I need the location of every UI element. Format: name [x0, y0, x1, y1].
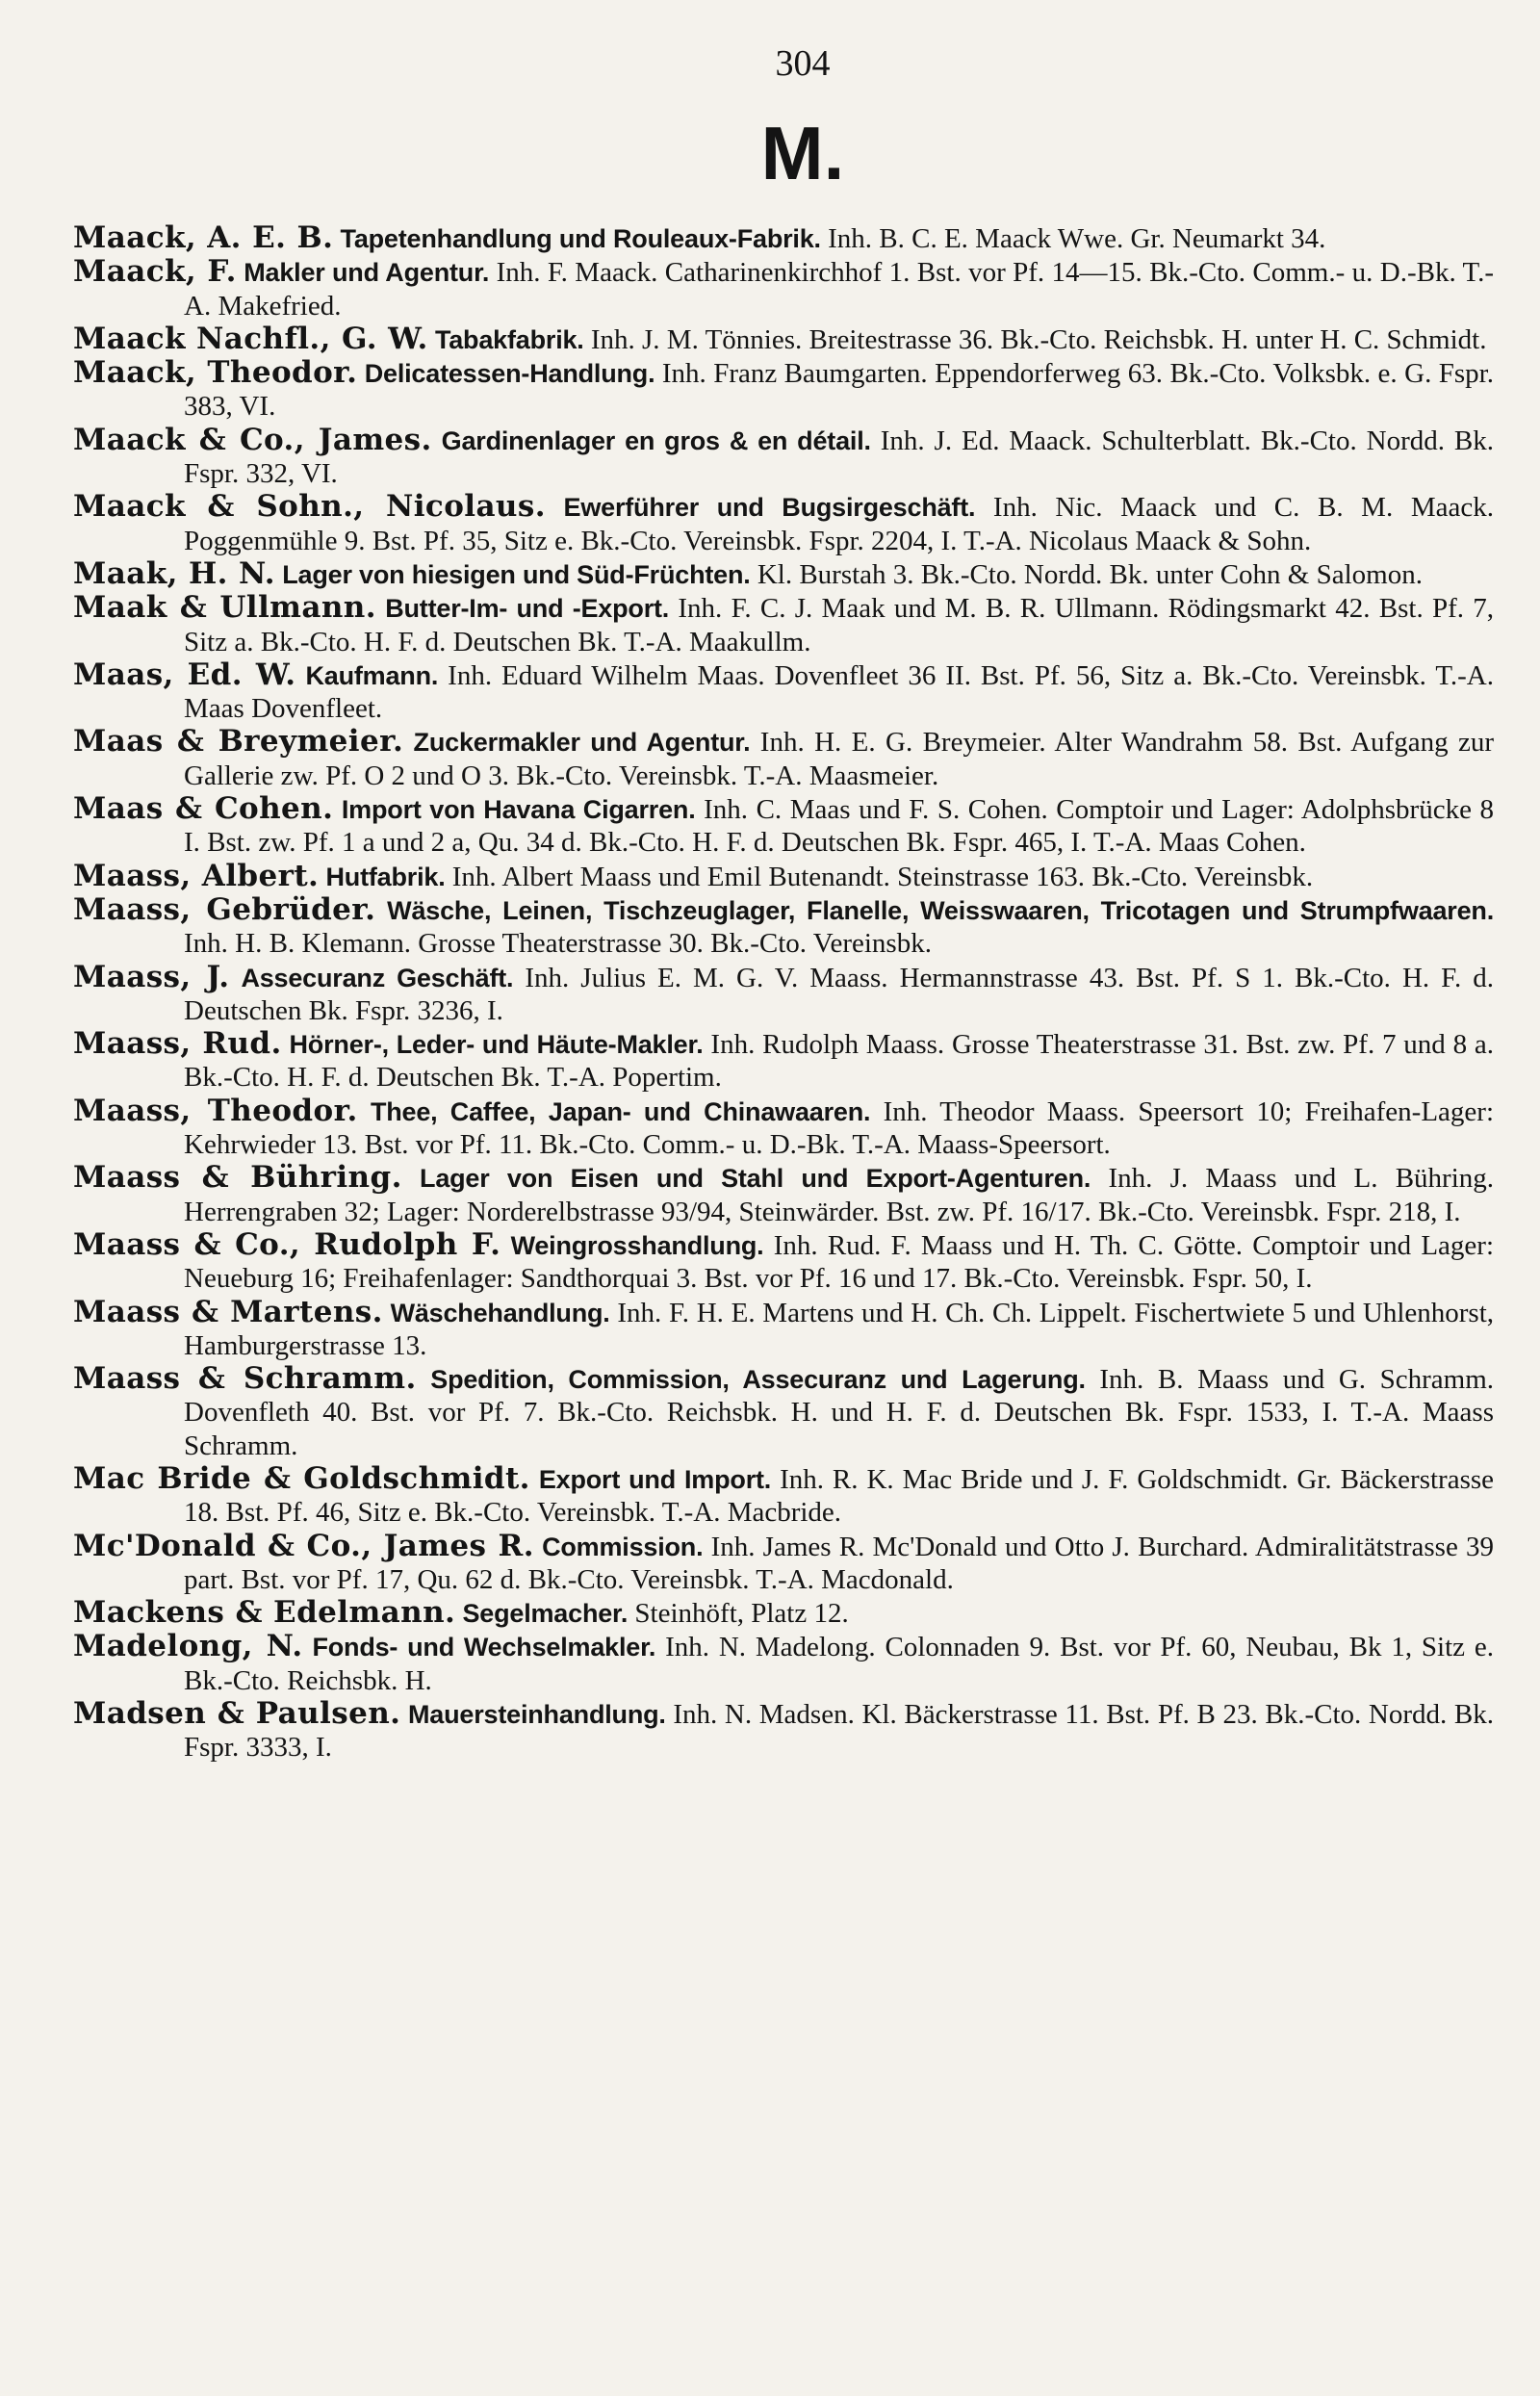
entry-name: Mc'Donald & Co., James R. — [73, 1528, 534, 1563]
entry-name: Maack & Sohn., Nicolaus. — [73, 489, 546, 525]
directory-entry — [73, 1095, 1494, 1162]
entry-details: Inh. Nic. Maack und C. B. M. Maack. Poggenmühle 9. Bst. Pf. 35, Sitz e. Bk.-Cto. Vereinsbk. Fspr. 2204, I. T.-A. Nicolaus Maack & Sohn. — [184, 492, 1494, 556]
directory-entry — [73, 1228, 1494, 1296]
entry-name: Madsen & Paulsen. — [73, 1696, 401, 1732]
entry-name: Maass, J. — [73, 959, 230, 994]
entry-name: Mackens & Edelmann. — [73, 1595, 456, 1631]
entry-name: Maack & Co., James. — [73, 422, 432, 457]
entry-name: Maass & Bühring. — [73, 1160, 402, 1196]
entry-details: Inh. Rud. F. Maass und H. Th. C. Götte. Comptoir und Lager: Neueburg 16; Freihafenlager: Sandthorquai 3. Bst. vor Pf. 16 und 17. Bk.-Cto. Vereinsbk. Fspr. 50, I. — [184, 1229, 1495, 1295]
entry-business: Wäschehandlung. — [390, 1298, 610, 1327]
entry-business: Hutfabrik. — [325, 862, 446, 891]
entry-name: Madelong, N. — [73, 1629, 303, 1664]
entry-business: Gardinenlager en gros & en détail. — [441, 425, 871, 455]
entry-business: Makler und Agentur. — [244, 258, 490, 288]
entry-details: Inh. B. C. E. Maack Wwe. Gr. Neumarkt 34. — [828, 223, 1326, 254]
entry-details: Inh. B. Maass und G. Schramm. Dovenfleth 40. Bst. vor Pf. 7. Bk.-Cto. Reichsbk. H. und H. F. d. Deutschen Bk. Fspr. 1533, I. T.-A. Maass Schramm. — [184, 1364, 1495, 1461]
directory-entry — [73, 557, 1494, 591]
entry-name: Maass & Martens. — [73, 1294, 383, 1329]
entry-details: Inh. N. Madsen. Kl. Bäckerstrasse 11. Bst. Pf. B 23. Bk.-Cto. Nordd. Bk. Fspr. 3333, I. — [184, 1699, 1495, 1764]
entry-details: Inh. Julius E. M. G. V. Maass. Hermannstrasse 43. Bst. Pf. S 1. Bk.-Cto. H. F. d. Deutschen Bk. Fspr. 3236, I. — [184, 962, 1495, 1026]
directory-entry — [73, 356, 1494, 424]
entry-business: Lager von hiesigen und Süd-Früchten. — [282, 559, 751, 589]
entry-business: Butter-Im- und -Export. — [385, 594, 670, 624]
directory-entry — [73, 591, 1494, 658]
entry-business: Thee, Caffee, Japan- und Chinawaaren. — [370, 1096, 871, 1126]
entry-name: Maass, Gebrüder. — [73, 891, 376, 927]
entry-details: Inh. Franz Baumgarten. Eppendorferweg 63. Bk.-Cto. Volksbk. e. G. Fspr. 383, VI. — [184, 358, 1494, 423]
entry-name: Maas & Cohen. — [73, 791, 334, 827]
entry-details: Inh. N. Madelong. Colonnaden 9. Bst. vor Pf. 60, Neubau, Bk 1, Sitz e. Bk.-Cto. Reichsbk. H. — [184, 1632, 1494, 1696]
directory-entry — [73, 1027, 1494, 1095]
entry-name: Maack, F. — [73, 254, 237, 290]
entry-details: Inh. J. Maass und L. Bühring. Herrengraben 32; Lager: Norderelbstrasse 93/94, Steinwärder. Bst. zw. Pf. 16/17. Bk.-Cto. Vereinsbk. Fspr. 218, I. — [184, 1163, 1495, 1227]
entry-details: Inh. J. Ed. Maack. Schulterblatt. Bk.-Cto. Nordd. Bk. Fspr. 332, VI. — [184, 425, 1494, 490]
directory-entry — [73, 1161, 1494, 1228]
entry-name: Maak & Ullmann. — [73, 590, 376, 626]
entry-business: Import von Havana Cigarren. — [341, 795, 696, 825]
entry-business: Lager von Eisen und Stahl und Export-Agenturen. — [420, 1164, 1091, 1194]
entry-business: Wäsche, Leinen, Tischzeuglager, Flanelle, Weisswaaren, Tricotagen und Strumpfwaaren. — [387, 895, 1495, 925]
entry-details: Steinhöft, Platz 12. — [634, 1598, 849, 1630]
entry-details: Inh. Albert Maass und Emil Butenandt. Steinstrasse 163. Bk.-Cto. Vereinsbk. — [451, 861, 1314, 892]
entry-name: Maack, Theodor. — [73, 355, 358, 391]
entry-name: Maack, A. E. B. — [73, 220, 334, 255]
entry-business: Mauersteinhandlung. — [408, 1700, 666, 1730]
entry-business: Segelmacher. — [462, 1599, 629, 1629]
entry-name: Maass & Co., Rudolph F. — [73, 1226, 501, 1262]
entry-name: Maas & Breymeier. — [73, 724, 404, 760]
directory-entry — [73, 961, 1494, 1028]
entry-name: Maass, Rud. — [73, 1026, 282, 1062]
entry-business: Tabakfabrik. — [434, 324, 584, 354]
directory-entry — [73, 322, 1494, 356]
directory-entry — [73, 221, 1494, 255]
entry-name: Maak, H. N. — [73, 555, 275, 591]
entry-details: Inh. J. M. Tönnies. Breitestrasse 36. Bk.-Cto. Reichsbk. H. unter H. C. Schmidt. — [590, 323, 1487, 355]
directory-entry — [73, 1697, 1494, 1765]
entry-business: Assecuranz Geschäft. — [241, 963, 514, 992]
entry-business: Hörner-, Leder- und Häute-Makler. — [289, 1030, 704, 1060]
directory-entry — [73, 1296, 1494, 1363]
entry-business: Weingrosshandlung. — [510, 1230, 764, 1260]
entry-details: Inh. F. Maack. Catharinenkirchhof 1. Bst. vor Pf. 14—15. Bk.-Cto. Comm.- u. D.-Bk. T.-A. Makefried. — [184, 257, 1495, 322]
directory-entry — [73, 1630, 1494, 1697]
entry-list — [73, 221, 1494, 1765]
directory-entry — [73, 860, 1494, 893]
entry-name: Maas, Ed. W. — [73, 657, 296, 692]
entry-business: Spedition, Commission, Assecuranz und Lagerung. — [430, 1365, 1086, 1395]
directory-entry — [73, 1362, 1494, 1462]
entry-details: Inh. Eduard Wilhelm Maas. Dovenfleet 36 II. Bst. Pf. 56, Sitz a. Bk.-Cto. Vereinsbk. T.-A. Maas Dovenfleet. — [184, 659, 1495, 725]
entry-details: Kl. Burstah 3. Bk.-Cto. Nordd. Bk. unter Cohn & Salomon. — [757, 558, 1423, 590]
section-letter: M. — [760, 111, 845, 195]
entry-name: Mac Bride & Goldschmidt. — [73, 1460, 530, 1496]
entry-business: Commission. — [542, 1532, 704, 1561]
entry-business: Kaufmann. — [305, 660, 439, 690]
entry-details: Inh. Rudolph Maass. Grosse Theaterstrasse 31. Bst. zw. Pf. 7 und 8 a. Bk.-Cto. H. F. d. Deutschen Bk. T.-A. Popertim. — [184, 1029, 1494, 1094]
directory-entry — [73, 1530, 1494, 1597]
directory-entry — [73, 792, 1494, 860]
entry-details: Inh. F. H. E. Martens und H. Ch. Ch. Lippelt. Fischertwiete 5 und Uhlenhorst, Hamburgerstrasse 13. — [184, 1297, 1494, 1361]
entry-business: Ewerführer und Bugsirgeschäft. — [563, 493, 976, 523]
directory-entry — [73, 1596, 1494, 1630]
directory-entry — [73, 658, 1494, 726]
entry-name: Maass & Schramm. — [73, 1361, 417, 1397]
entry-name: Maack Nachfl., G. W. — [73, 321, 428, 356]
page-number: 304 — [775, 43, 831, 84]
directory-entry — [73, 725, 1494, 792]
entry-business: Delicatessen-Handlung. — [364, 359, 655, 389]
entry-details: Inh. F. C. J. Maak und M. B. R. Ullmann. Rödingsmarkt 42. Bst. Pf. 7, Sitz a. Bk.-Cto. H. F. d. Deutschen Bk. T.-A. Maakullm. — [184, 593, 1495, 657]
entry-details: Inh. H. B. Klemann. Grosse Theaterstrasse 30. Bk.-Cto. Vereinsbk. — [184, 928, 932, 960]
directory-entry — [73, 1462, 1494, 1530]
entry-name: Maass, Theodor. — [73, 1093, 358, 1128]
directory-entry — [73, 424, 1494, 491]
entry-business: Fonds- und Wechselmakler. — [312, 1633, 656, 1662]
directory-entry — [73, 490, 1494, 557]
entry-details: Inh. Theodor Maass. Speersort 10; Freihafen-Lager: Kehrwieder 13. Bst. vor Pf. 11. Bk.-Cto. Comm.- u. D.-Bk. T.-A. Maass-Speersort. — [184, 1095, 1495, 1161]
entry-business: Tapetenhandlung und Rouleaux-Fabrik. — [340, 224, 821, 253]
entry-details: Inh. James R. Mc'Donald und Otto J. Burchard. Admiralitätstrasse 39 part. Bst. vor Pf. 17, Qu. 62 d. Bk.-Cto. Vereinsbk. T.-A. Macdonald. — [184, 1531, 1495, 1595]
entry-details: Inh. C. Maas und F. S. Cohen. Comptoir und Lager: Adolphsbrücke 8 I. Bst. zw. Pf. 1 a und 2 a, Qu. 34 d. Bk.-Cto. H. F. d. Deutschen Bk. Fspr. 465, I. T.-A. Maas Cohen. — [184, 794, 1495, 859]
directory-entry — [73, 255, 1494, 322]
entry-details: Inh. R. K. Mac Bride und J. F. Goldschmidt. Gr. Bäckerstrasse 18. Bst. Pf. 46, Sitz e. Bk.-Cto. Vereinsbk. T.-A. Macbride. — [184, 1463, 1495, 1529]
entry-details: Inh. H. E. G. Breymeier. Alter Wandrahm 58. Bst. Aufgang zur Gallerie zw. Pf. O 2 und O 3. Bk.-Cto. Vereinsbk. T.-A. Maasmeier. — [184, 727, 1494, 791]
entry-business: Export und Import. — [538, 1464, 772, 1494]
entry-name: Maass, Albert. — [73, 858, 320, 893]
entry-business: Zuckermakler und Agentur. — [413, 728, 751, 758]
directory-entry — [73, 893, 1494, 961]
